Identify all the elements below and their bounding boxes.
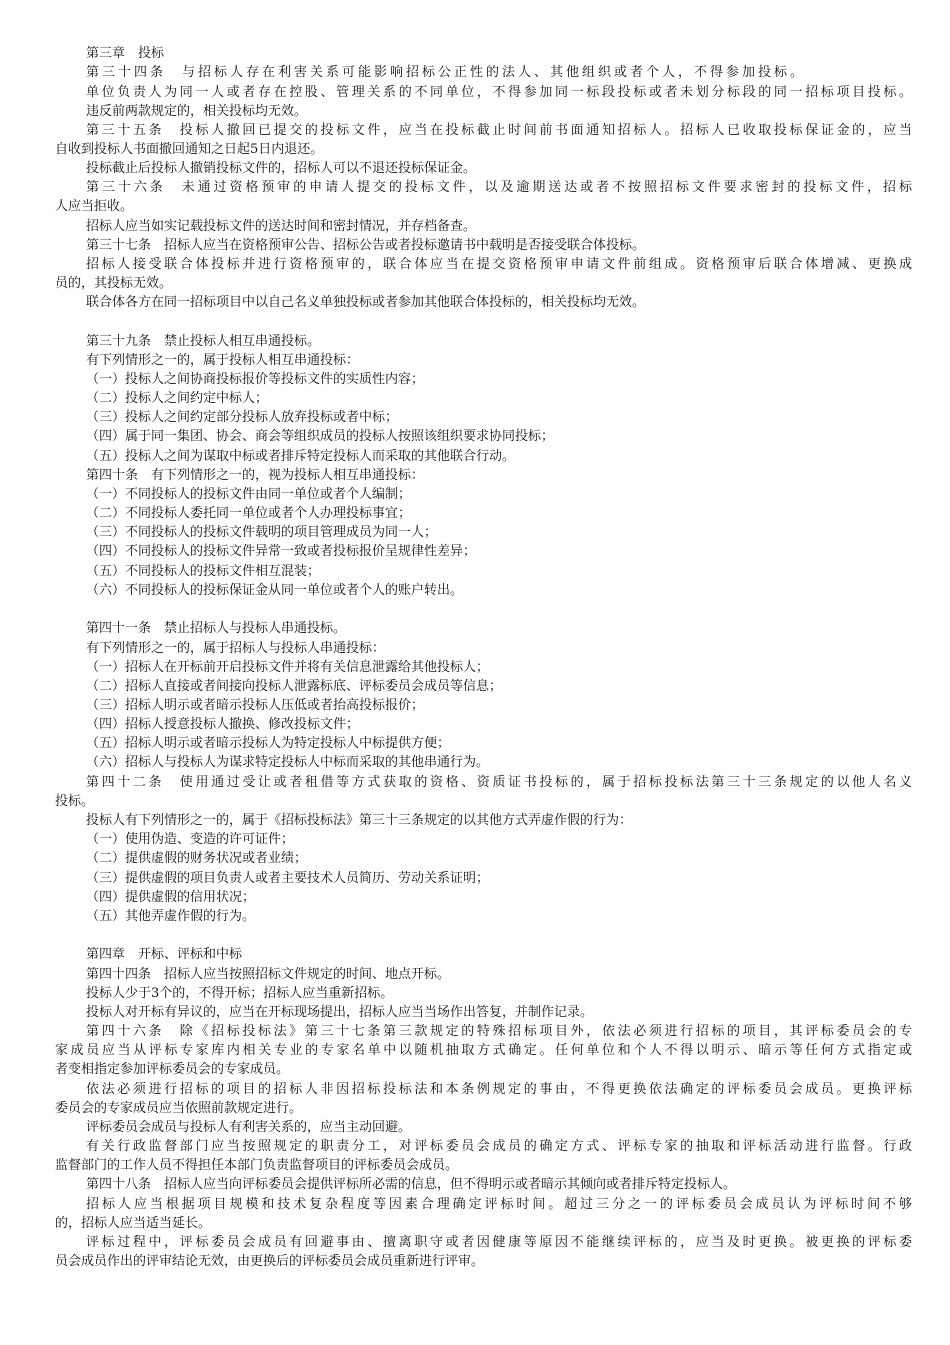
paragraph-line: 违反前两款规定的，相关投标均无效。 — [86, 104, 308, 119]
list-item: （五）投标人之间为谋取中标或者排斥特定投标人而采取的其他联合行动。 — [86, 449, 516, 464]
article-heading-line: 第四十八条 招标人应当向评标委员会提供评标所必需的信息，但不得明示或者暗示其倾向或者排斥特定投标人。 — [86, 1177, 737, 1192]
list-item: （三）投标人之间约定部分投标人放弃投标或者中标； — [86, 410, 399, 425]
list-item: （二）不同投标人委托同一单位或者个人办理投标事宜； — [86, 506, 412, 521]
chapter-heading: 第三章 投标 — [86, 46, 165, 61]
paragraph-line: 人应当拒收。 — [55, 199, 134, 214]
paragraph-line: 单位负责人为同一人或者存在控股、管理关系的不同单位，不得参加同一标段投标或者未划分标段的同一招标项目投标。 — [86, 85, 915, 100]
article-heading-line: 第三十四条 与招标人存在利害关系可能影响招标公正性的法人、其他组织或者个人，不得参加投标。 — [86, 65, 807, 80]
list-item: （五）不同投标人的投标文件相互混装； — [86, 564, 321, 579]
article-heading-line: 第四十一条 禁止招标人与投标人串通投标。 — [86, 621, 347, 636]
article-heading-line: 第四十二条 使用通过受让或者租借等方式获取的资格、资质证书投标的，属于招标投标法第三十三条规定的以他人名义 — [86, 775, 915, 790]
paragraph-line: 者变相指定参加评标委员会的专家成员。 — [55, 1062, 290, 1077]
paragraph-line: 的，招标人应当适当延长。 — [55, 1216, 212, 1231]
paragraph-line: 依法必须进行招标的项目的招标人非因招标投标法和本条例规定的事由，不得更换依法确定的评标委员会成员。更换评标 — [86, 1082, 915, 1097]
paragraph-line: 招标人应当如实记载投标文件的送达时间和密封情况，并存档备查。 — [86, 219, 477, 234]
paragraph-line: 家成员应当从评标专家库内相关专业的专家名单中以随机抽取方式确定。任何单位和个人不得以明示、暗示等任何方式指定或 — [55, 1043, 915, 1058]
paragraph-line: 员会成员作出的评审结论无效，由更换后的评标委员会成员重新进行评审。 — [55, 1254, 485, 1269]
paragraph-line: 投标人少于3个的，不得开标；招标人应当重新招标。 — [86, 986, 394, 1001]
article-heading-line: 第四十六条 除《招标投标法》第三十七条第三款规定的特殊招标项目外，依法必须进行招标的项目，其评标委员会的专 — [86, 1024, 915, 1039]
paragraph-line: 有下列情形之一的，属于招标人与投标人串通投标： — [86, 641, 386, 656]
list-item: （二）招标人直接或者间接向投标人泄露标底、评标委员会成员等信息； — [86, 679, 503, 694]
article-heading-line: 第三十六条 未通过资格预审的申请人提交的投标文件，以及逾期送达或者不按照招标文件要求密封的投标文件，招标 — [86, 180, 915, 195]
paragraph-line: 联合体各方在同一招标项目中以自己名义单独投标或者参加其他联合体投标的，相关投标均无效。 — [86, 295, 646, 310]
list-item: （四）提供虚假的信用状况； — [86, 890, 256, 905]
list-item: （一）不同投标人的投标文件由同一单位或者个人编制； — [86, 487, 412, 502]
paragraph-line: 投标人有下列情形之一的，属于《招标投标法》第三十三条规定的以其他方式弄虚作假的行为： — [86, 813, 633, 828]
paragraph-line: 委员会的专家成员应当依照前款规定进行。 — [55, 1101, 303, 1116]
paragraph-line: 自收到投标人书面撤回通知之日起5日内退还。 — [55, 142, 324, 157]
paragraph-line: 招标人应当根据项目规模和技术复杂程度等因素合理确定评标时间。超过三分之一的评标委员会成员认为评标时间不够 — [86, 1197, 915, 1212]
paragraph-line: 有下列情形之一的，属于投标人相互串通投标： — [86, 353, 360, 368]
list-item: （四）不同投标人的投标文件异常一致或者投标报价呈规律性差异； — [86, 544, 477, 559]
paragraph-line: 投标截止后投标人撤销投标文件的，招标人可以不退还投标保证金。 — [86, 161, 477, 176]
paragraph-line: 评标过程中，评标委员会成员有回避事由、擅离职守或者因健康等原因不能继续评标的，应当及时更换。被更换的评标委 — [86, 1235, 915, 1250]
list-item: （四）属于同一集团、协会、商会等组织成员的投标人按照该组织要求协同投标； — [86, 429, 555, 444]
paragraph-line: 监督部门的工作人员不得担任本部门负责监督项目的评标委员会成员。 — [55, 1158, 459, 1173]
article-heading-line: 第四十四条 招标人应当按照招标文件规定的时间、地点开标。 — [86, 967, 451, 982]
list-item: （一）投标人之间协商投标报价等投标文件的实质性内容； — [86, 372, 425, 387]
list-item: （一）招标人在开标前开启投标文件并将有关信息泄露给其他投标人； — [86, 660, 490, 675]
list-item: （三）提供虚假的项目负责人或者主要技术人员简历、劳动关系证明； — [86, 871, 490, 886]
list-item: （六）招标人与投标人为谋求特定投标人中标而采取的其他串通行为。 — [86, 755, 490, 770]
article-heading-line: 第三十九条 禁止投标人相互串通投标。 — [86, 334, 321, 349]
paragraph-line: 投标人对开标有异议的，应当在开标现场提出，招标人应当当场作出答复，并制作记录。 — [86, 1005, 594, 1020]
list-item: （五）其他弄虚作假的行为。 — [86, 909, 256, 924]
article-heading-line: 第三十五条 投标人撤回已提交的投标文件，应当在投标截止时间前书面通知招标人。招标人已收取投标保证金的，应当 — [86, 123, 915, 138]
list-item: （二）投标人之间约定中标人； — [86, 391, 269, 406]
article-heading-line: 第三十七条 招标人应当在资格预审公告、招标公告或者投标邀请书中载明是否接受联合体投标。 — [86, 238, 646, 253]
list-item: （一）使用伪造、变造的许可证件； — [86, 832, 295, 847]
list-item: （五）招标人明示或者暗示投标人为特定投标人中标提供方便； — [86, 736, 451, 751]
paragraph-line: 评标委员会成员与投标人有利害关系的，应当主动回避。 — [86, 1120, 412, 1135]
paragraph-line: 投标。 — [55, 794, 95, 809]
paragraph-line: 招标人接受联合体投标并进行资格预审的，联合体应当在提交资格预审申请文件前组成。资格预审后联合体增减、更换成 — [86, 257, 915, 272]
list-item: （六）不同投标人的投标保证金从同一单位或者个人的账户转出。 — [86, 583, 464, 598]
list-item: （三）招标人明示或者暗示投标人压低或者抬高投标报价； — [86, 698, 425, 713]
list-item: （二）提供虚假的财务状况或者业绩； — [86, 851, 308, 866]
article-heading-line: 第四十条 有下列情形之一的，视为投标人相互串通投标： — [86, 468, 425, 483]
list-item: （三）不同投标人的投标文件载明的项目管理成员为同一人； — [86, 525, 438, 540]
paragraph-line: 员的，其投标无效。 — [55, 276, 173, 291]
chapter-heading: 第四章 开标、评标和中标 — [86, 947, 243, 962]
list-item: （四）招标人授意投标人撤换、修改投标文件； — [86, 717, 360, 732]
paragraph-line: 有关行政监督部门应当按照规定的职责分工，对评标委员会成员的确定方式、评标专家的抽取和评标活动进行监督。行政 — [86, 1139, 915, 1154]
